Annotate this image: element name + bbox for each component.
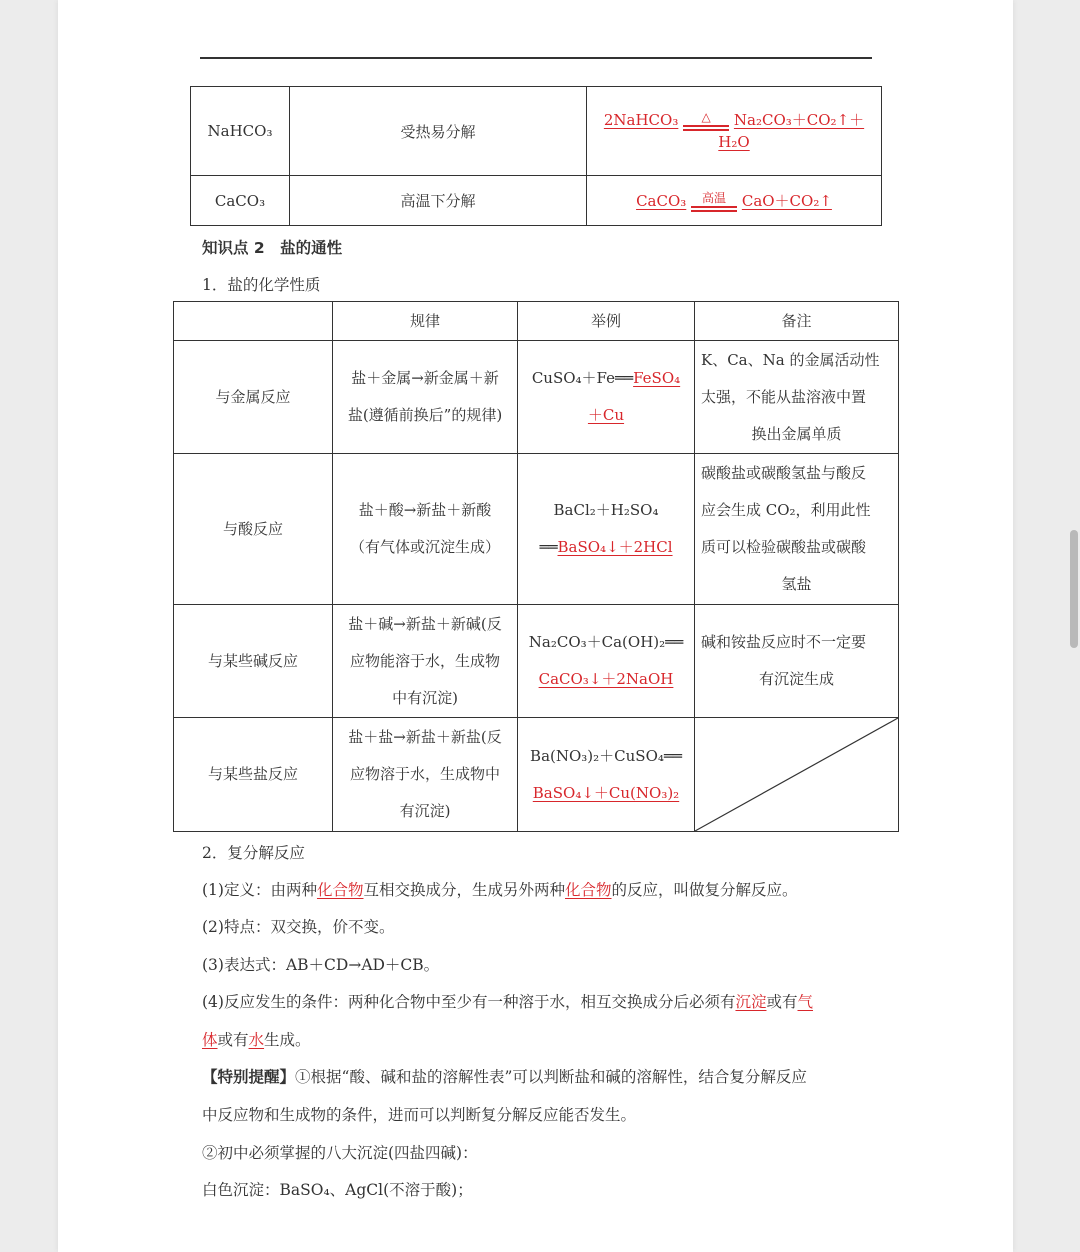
header-cell: 备注	[695, 302, 899, 341]
feature-paragraph: (2)特点：双交换，价不变。	[202, 918, 395, 936]
tip-label: 【特别提醒】	[202, 1068, 296, 1086]
reaction-example: BaCl₂＋H₂SO₄ ══BaSO₄↓＋2HCl	[518, 454, 695, 605]
decomposition-equation: 2NaHCO₃ △ Na₂CO₃＋CO₂↑＋ H₂O	[587, 87, 882, 176]
reaction-example: CuSO₄＋Fe══FeSO₄ ＋Cu	[518, 341, 695, 454]
table-row	[191, 176, 882, 226]
table-row	[174, 454, 899, 605]
reaction-type: 与酸反应	[174, 454, 333, 605]
reaction-rule: 盐＋金属→新金属＋新 盐(遵循前换后”的规律)	[333, 341, 518, 454]
condition-paragraph-cont: 体或有水生成。	[202, 1031, 311, 1049]
table-row	[174, 718, 899, 832]
reaction-rule: 盐＋酸→新盐＋新酸 （有气体或沉淀生成）	[333, 454, 518, 605]
reaction-note: 碳酸盐或碳酸氢盐与酸反 应会生成 CO₂，利用此性 质可以检验碳酸盐或碳酸 氢盐	[695, 454, 899, 605]
reaction-rule: 盐＋碱→新盐＋新碱(反 应物能溶于水，生成物 中有沉淀)	[333, 605, 518, 718]
reaction-type: 与某些碱反应	[174, 605, 333, 718]
compound-property: 高温下分解	[290, 176, 587, 226]
tip-paragraph: 【特别提醒】①根据“酸、碱和盐的溶解性表”可以判断盐和碱的溶解性，结合复分解反应	[202, 1068, 807, 1086]
reaction-note: 碱和铵盐反应时不一定要 有沉淀生成	[695, 605, 899, 718]
compound-name: NaHCO₃	[191, 87, 290, 176]
header-cell	[174, 302, 333, 341]
white-precipitate-line: 白色沉淀：BaSO₄、AgCl(不溶于酸)；	[202, 1181, 473, 1199]
expression-paragraph: (3)表达式：AB＋CD→AD＋CB。	[202, 956, 440, 974]
table-header-row	[174, 302, 899, 341]
compound-name: CaCO₃	[191, 176, 290, 226]
compound-property: 受热易分解	[290, 87, 587, 176]
table-row	[174, 605, 899, 718]
reaction-example: Na₂CO₃＋Ca(OH)₂══ CaCO₃↓＋2NaOH	[518, 605, 695, 718]
reaction-note: K、Ca、Na 的金属活动性 太强，不能从盐溶液中置 换出金属单质	[695, 341, 899, 454]
empty-note-cell	[695, 718, 899, 832]
header-cell: 规律	[333, 302, 518, 341]
subsection-title: 2．复分解反应	[202, 844, 305, 862]
reaction-example: Ba(NO₃)₂＋CuSO₄══ BaSO₄↓＋Cu(NO₃)₂	[518, 718, 695, 832]
equation-condition: △	[683, 111, 729, 131]
condition-paragraph: (4)反应发生的条件：两种化合物中至少有一种溶于水，相互交换成分后必须有沉淀或有气	[202, 993, 814, 1011]
decomposition-equation: CaCO₃ 高温 CaO＋CO₂↑	[587, 176, 882, 226]
salt-properties-table	[173, 301, 899, 832]
precipitate-heading: ②初中必须掌握的八大沉淀(四盐四碱)：	[202, 1144, 478, 1162]
header-rule	[200, 57, 872, 59]
definition-paragraph: (1)定义：由两种化合物互相交换成分，生成另外两种化合物的反应，叫做复分解反应。	[202, 881, 798, 899]
section-title: 知识点 2 盐的通性	[202, 239, 343, 257]
table-row	[191, 87, 882, 176]
header-cell: 举例	[518, 302, 695, 341]
decomposition-table	[190, 86, 882, 226]
reaction-rule: 盐＋盐→新盐＋新盐(反 应物溶于水，生成物中 有沉淀)	[333, 718, 518, 832]
subsection-title: 1．盐的化学性质	[202, 276, 321, 294]
scrollbar-thumb[interactable]	[1070, 530, 1078, 648]
equation-condition: 高温	[691, 192, 737, 212]
reaction-type: 与金属反应	[174, 341, 333, 454]
reaction-type: 与某些盐反应	[174, 718, 333, 832]
diagonal-line	[695, 718, 898, 831]
table-row	[174, 341, 899, 454]
tip-paragraph-cont: 中反应物和生成物的条件，进而可以判断复分解反应能否发生。	[202, 1106, 637, 1124]
